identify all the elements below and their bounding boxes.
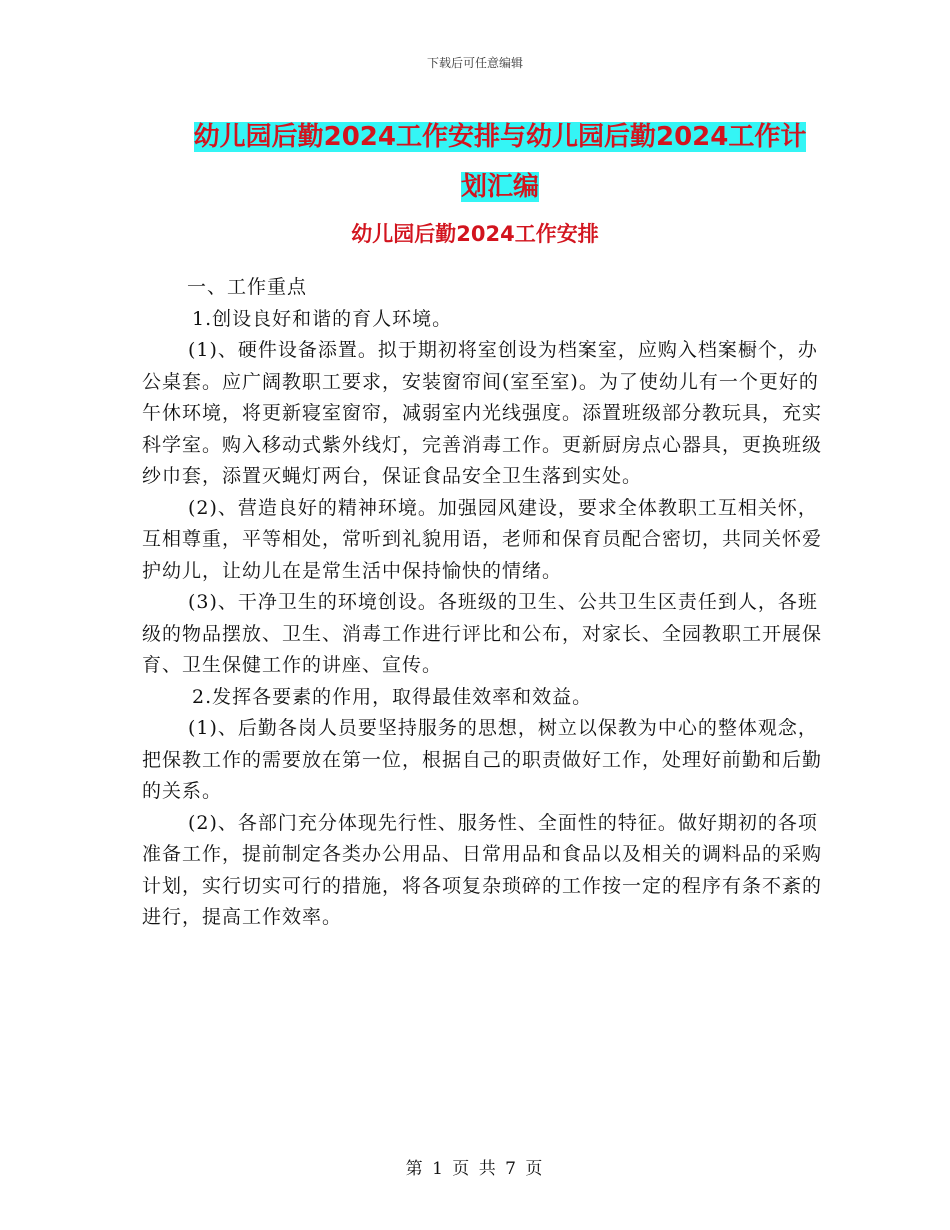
heading-work-focus: 一、工作重点 <box>187 276 308 298</box>
paragraph-service: (1)、后勤各岗人员要坚持服务的思想，树立以保教为中心的整体观念，把保教工作的需要放在第一位，根据自己的职责做好工作，处理好前勤和后勤的关系。 <box>142 717 823 802</box>
document-title <box>190 112 810 212</box>
section-title: 幼儿园后勤2024工作安排 <box>351 222 599 246</box>
document-title-text: 幼儿园后勤2024工作安排与幼儿园后勤2024工作计划汇编 <box>193 122 807 202</box>
subheading-environment: 1.创设良好和谐的育人环境。 <box>192 307 453 330</box>
header-note: 下载后可任意编辑 <box>426 56 523 70</box>
page-footer: 第 1 页 共 7 页 <box>405 1159 545 1179</box>
paragraph-spiritual-environment: (2)、营造良好的精神环境。加强园风建设，要求全体教职工互相关怀，互相尊重，平等相处，常听到礼貌用语，老师和保育员配合密切，共同关怀爱护幼儿，让幼儿在是常生活中保持愉快的情绪。 <box>142 496 823 582</box>
paragraph-hardware: (1)、硬件设备添置。拟于期初将室创设为档案室，应购入档案橱个，办公桌套。应广阔教职工要求，安装窗帘间(室至室)。为了使幼儿有一个更好的午休环境，将更新寝室窗帘，减弱室内光线强度。添置班级部分教玩具，充实科学室。购入移动式紫外线灯，完善消毒工作。更新厨房点心器具，更换班级纱巾套，添置灭蝇灯两台，保证食品安全卫生落到实处。 <box>142 339 823 487</box>
paragraph-departments: (2)、各部门充分体现先行性、服务性、全面性的特征。做好期初的各项准备工作，提前制定各类办公用品、日常用品和食品以及相关的调料品的采购计划，实行切实可行的措施，将各项复杂琐碎的工作按一定的程序有条不紊的进行，提高工作效率。 <box>142 811 823 928</box>
subheading-efficiency: 2.发挥各要素的作用，取得最佳效率和效益。 <box>192 685 593 708</box>
document-body <box>142 272 822 934</box>
paragraph-hygiene: (3)、干净卫生的环境创设。各班级的卫生、公共卫生区责任到人，各班级的物品摆放、卫生、消毒工作进行评比和公布，对家长、全园教职工开展保育、卫生保健工作的讲座、宣传。 <box>142 591 823 676</box>
